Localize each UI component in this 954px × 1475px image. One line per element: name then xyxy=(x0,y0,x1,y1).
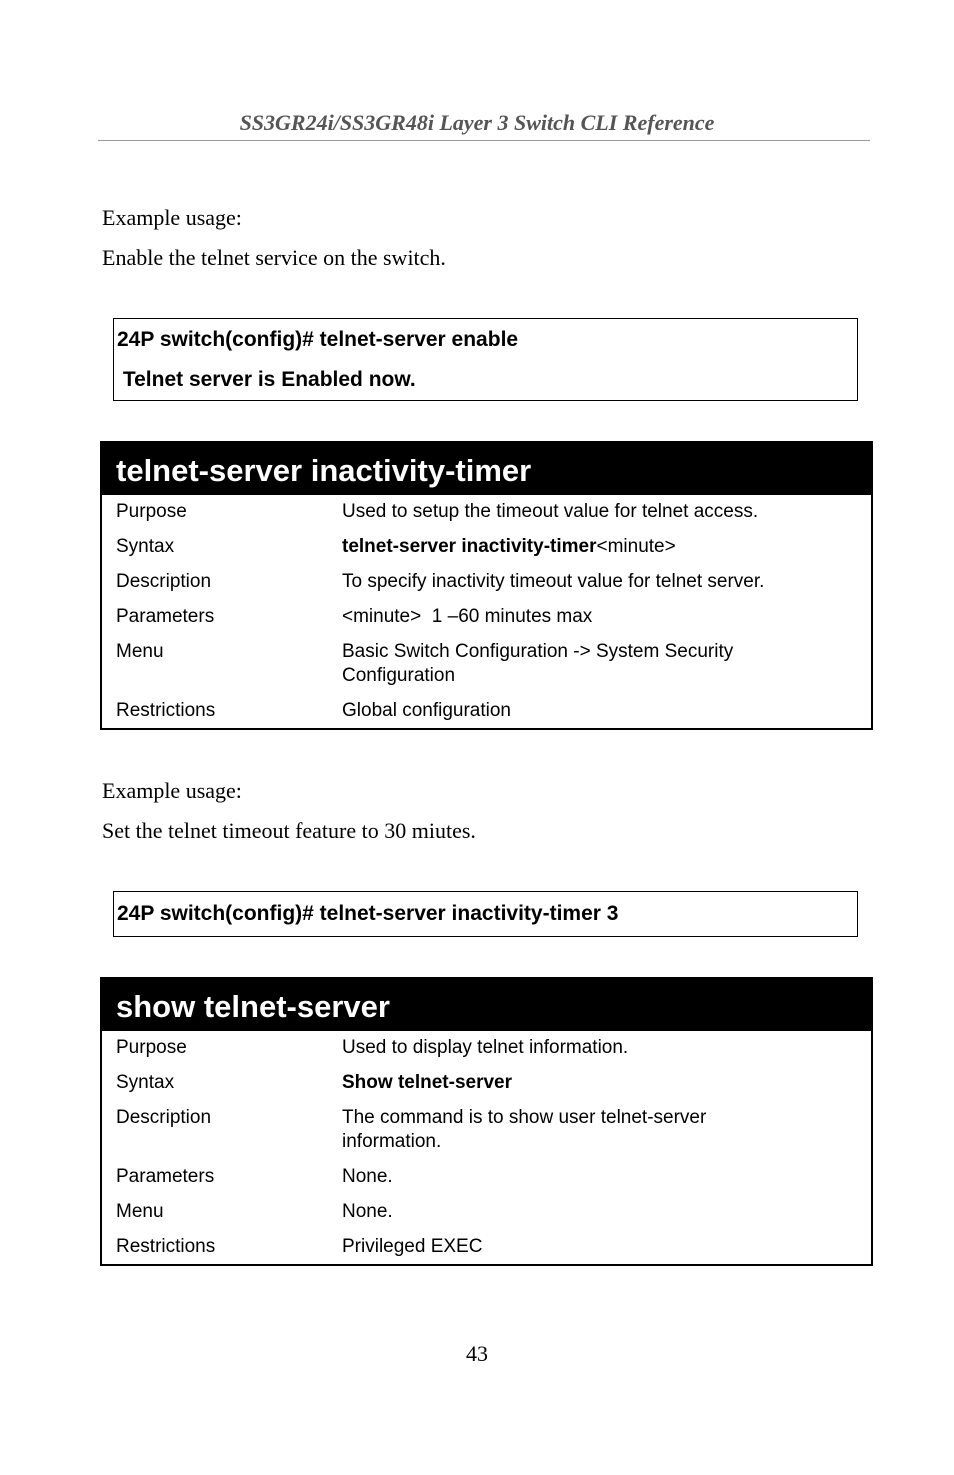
command-table xyxy=(100,441,873,730)
command-title: show telnet-server xyxy=(102,979,871,1031)
running-header: SS3GR24i/SS3GR48i Layer 3 Switch CLI Reference xyxy=(239,110,715,135)
row-value: None. xyxy=(342,1166,393,1187)
row-key: Description xyxy=(116,571,212,592)
row-key: Purpose xyxy=(116,1037,187,1058)
syntax-command: telnet-server inactivity-timer xyxy=(342,536,597,557)
page-number: 43 xyxy=(466,1341,488,1366)
command-title: telnet-server inactivity-timer xyxy=(102,443,871,495)
row-value: Global configuration xyxy=(342,700,511,721)
row-value: Used to display telnet information. xyxy=(342,1037,629,1058)
row-key: Restrictions xyxy=(116,1236,216,1257)
example-description: Set the telnet timeout feature to 30 miutes. xyxy=(102,818,476,843)
row-key: Parameters xyxy=(116,1166,215,1187)
example-label: Example usage: xyxy=(102,205,242,230)
row-value: Privileged EXEC xyxy=(342,1236,483,1257)
syntax-argument: <minute> xyxy=(596,536,676,557)
syntax-command: Show telnet-server xyxy=(342,1072,512,1093)
code-line: 24P switch(config)# telnet-server inactivity-timer 3 xyxy=(117,902,619,925)
example-description: Enable the telnet service on the switch. xyxy=(102,245,446,270)
code-line: 24P switch(config)# telnet-server enable xyxy=(117,328,519,351)
row-value: <minute> 1 –60 minutes max xyxy=(342,606,593,627)
row-value: The command is to show user telnet-server information. xyxy=(342,1107,707,1152)
code-example-box xyxy=(113,318,858,401)
row-key: Purpose xyxy=(116,501,187,522)
row-key: Description xyxy=(116,1107,212,1128)
code-example-box xyxy=(113,891,858,937)
example-label: Example usage: xyxy=(102,778,242,803)
row-key: Syntax xyxy=(116,1072,175,1093)
row-key: Parameters xyxy=(116,606,215,627)
row-value xyxy=(342,1071,862,1095)
row-value: Basic Switch Configuration -> System Security Configuration xyxy=(342,641,734,686)
command-table xyxy=(100,977,873,1266)
row-value: None. xyxy=(342,1201,393,1222)
header-rule xyxy=(98,140,870,141)
row-key: Restrictions xyxy=(116,700,216,721)
row-key: Syntax xyxy=(116,536,175,557)
row-value xyxy=(342,535,862,559)
row-key: Menu xyxy=(116,641,164,662)
row-key: Menu xyxy=(116,1201,164,1222)
row-value: Used to setup the timeout value for telnet access. xyxy=(342,501,759,522)
row-value: To specify inactivity timeout value for telnet server. xyxy=(342,571,765,592)
code-line: Telnet server is Enabled now. xyxy=(117,368,416,391)
